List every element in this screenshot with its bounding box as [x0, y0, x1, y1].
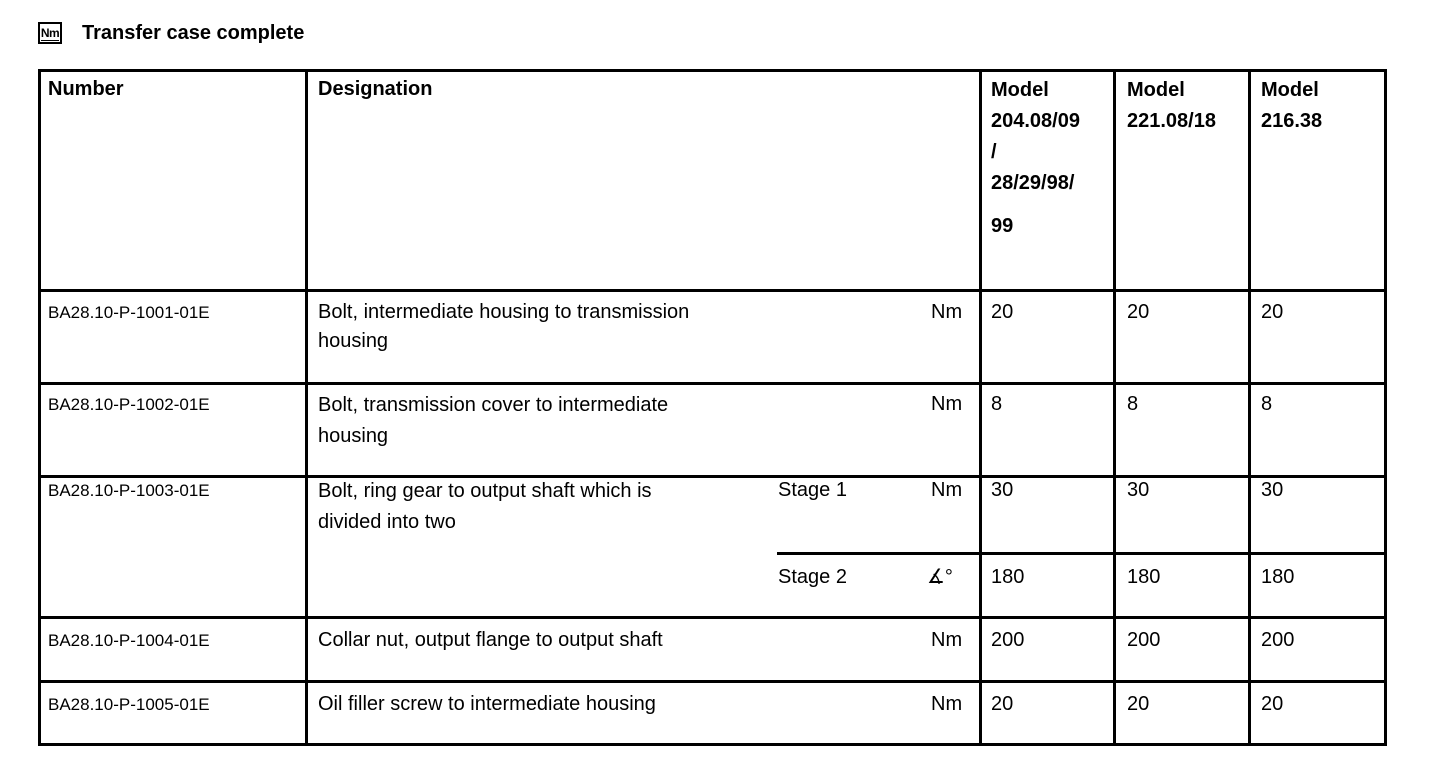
col-divider [1248, 72, 1251, 743]
header-model-3: Model 216.38 [1261, 79, 1323, 132]
row-number: BA28.10-P-1003-01E [48, 481, 210, 500]
row-divider [41, 382, 1384, 385]
row-designation: Collar nut, output flange to output shaft [318, 629, 663, 651]
row-value-model-3: 8 [1261, 393, 1273, 415]
angle-unit: ∡° [927, 566, 953, 588]
torque-table [38, 69, 1387, 746]
row-value-model-2: 8 [1127, 393, 1139, 415]
row-number: BA28.10-P-1005-01E [48, 695, 210, 714]
row-value-model-3: 30 [1261, 479, 1284, 501]
row-unit: Nm [931, 393, 963, 415]
col-divider [305, 72, 308, 743]
row-value-model-1: 8 [991, 393, 1003, 415]
col-divider [979, 72, 982, 743]
row-designation: Oil filler screw to intermediate housing [318, 693, 656, 715]
col-divider [1113, 72, 1116, 743]
row-value-model-1: 180 [991, 566, 1025, 588]
row-number: BA28.10-P-1004-01E [48, 631, 210, 650]
row-unit: Nm [931, 301, 963, 323]
row-value-model-3: 20 [1261, 301, 1284, 323]
stage-divider [777, 552, 1384, 555]
header-number: Number [48, 78, 124, 100]
row-divider [41, 616, 1384, 619]
stage-label: Stage 1 [778, 479, 847, 501]
row-unit: Nm [931, 479, 963, 501]
row-designation: Bolt, intermediate housing to transmission housing [318, 301, 690, 352]
row-number: BA28.10-P-1002-01E [48, 395, 210, 414]
row-value-model-2: 30 [1127, 479, 1150, 501]
row-value-model-1: 20 [991, 301, 1014, 323]
section-title: Transfer case complete [82, 21, 305, 44]
row-value-model-1: 20 [991, 693, 1014, 715]
torque-nm-icon: Nm [38, 22, 62, 44]
row-divider [41, 680, 1384, 683]
row-unit: Nm [931, 693, 963, 715]
row-divider [41, 289, 1384, 292]
header-model-1: Model 204.08/09 / 28/29/98/ 99 [991, 79, 1080, 237]
row-designation: Bolt, transmission cover to intermediate housing [318, 394, 669, 447]
header-designation: Designation [318, 78, 433, 100]
section-title-row [38, 18, 304, 48]
row-value-model-3: 20 [1261, 693, 1284, 715]
row-unit: Nm [931, 629, 963, 651]
row-value-model-1: 30 [991, 479, 1014, 501]
stage-label: Stage 2 [778, 566, 847, 588]
row-value-model-3: 200 [1261, 629, 1295, 651]
row-value-model-1: 200 [991, 629, 1025, 651]
row-value-model-2: 200 [1127, 629, 1161, 651]
row-designation: Bolt, ring gear to output shaft which is divided into two [318, 480, 652, 533]
row-value-model-2: 20 [1127, 693, 1150, 715]
row-value-model-2: 20 [1127, 301, 1150, 323]
row-number: BA28.10-P-1001-01E [48, 303, 210, 322]
header-model-2: Model 221.08/18 [1127, 79, 1216, 132]
row-value-model-2: 180 [1127, 566, 1161, 588]
row-value-model-3: 180 [1261, 566, 1295, 588]
